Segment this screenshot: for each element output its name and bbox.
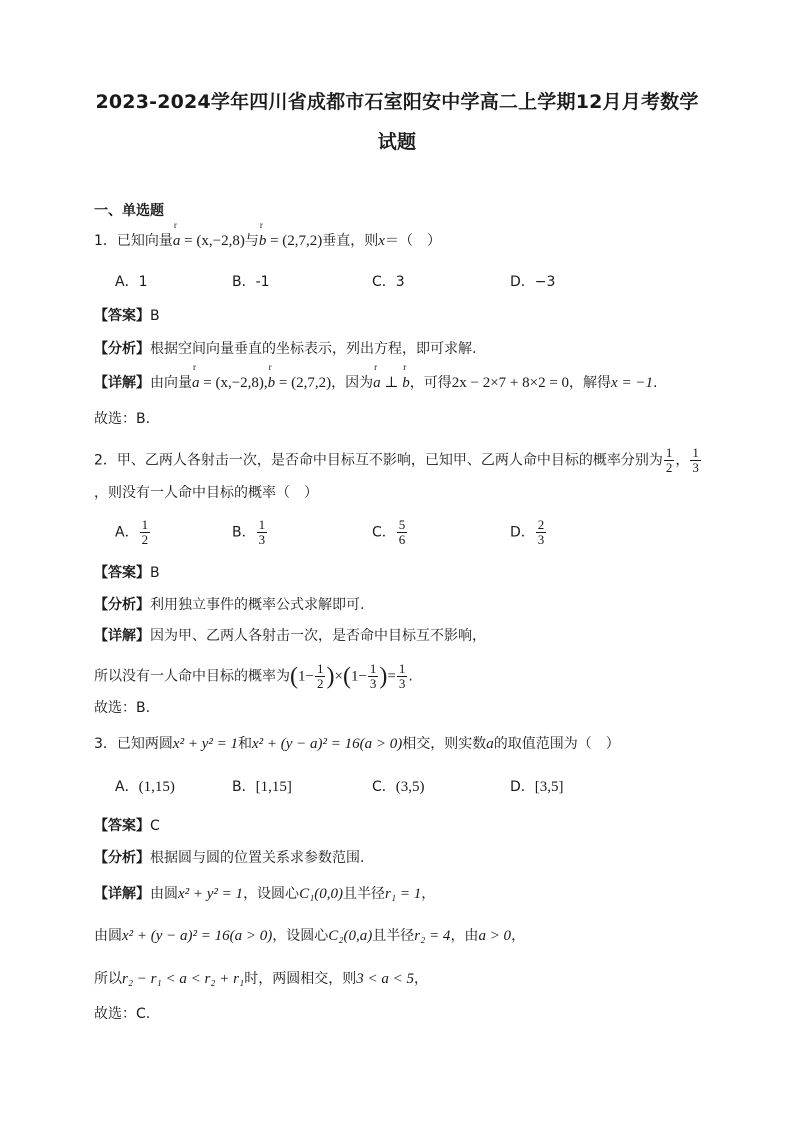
q2-option-d: D． $\frac{2}{3}$ [510, 517, 545, 547]
q3-option-d: D．[3,5] [510, 779, 564, 795]
q3-answer: 【答案】C [94, 818, 160, 834]
q2-option-b: B． $\frac{1}{3}$ [232, 517, 266, 547]
q1-detail: 【详解】由向量 r a = (x,−2,8), r b = (2,7,2)，因为 r a ⊥ r b，可得2x − 2×7 + 8×2 = 0，解得x = −1. [94, 362, 658, 391]
q1-option-c: C．3 [372, 274, 405, 290]
q1-option-d: D．−3 [510, 274, 556, 290]
q3-option-b: B．[1,15] [232, 779, 292, 795]
q1-analysis: 【分析】根据空间向量垂直的坐标表示，列出方程，即可求解. [94, 341, 477, 357]
q2-detail-line1: 【详解】因为甲、乙两人各射击一次，是否命中目标互不影响， [94, 628, 486, 644]
q1-choose: 故选：B. [94, 411, 151, 427]
q2-choose: 故选：B. [94, 700, 151, 716]
q3-detail-line2: 由圆x² + (y − a)² = 16(a > 0)，设圆心C₂(0,a)且半径r₂ = 4，由a > 0， [94, 928, 526, 944]
q3-stem: 3．已知两圆x² + y² = 1和x² + (y − a)² = 16(a > 0)相交，则实数a的取值范围为（ ） [94, 736, 620, 752]
q3-choose: 故选：C. [94, 1006, 151, 1022]
section-heading: 一、单选题 [94, 203, 164, 219]
doc-title-line1: 2023-2024学年四川省成都市石室阳安中学高二上学期12月月考数学 [95, 91, 699, 113]
q2-answer: 【答案】B [94, 565, 160, 581]
q2-stem-line2: ，则没有一人命中目标的概率（ ） [94, 485, 318, 501]
doc-title-line2: 试题 [377, 131, 417, 153]
q3-detail-line1: 【详解】由圆x² + y² = 1，设圆心C₁(0,0)且半径r₁ = 1， [94, 886, 436, 902]
q1-option-a: A．1 [115, 274, 148, 290]
q3-detail-line3: 所以r₂ − r₁ < a < r₂ + r₁时，两圆相交，则3 < a < 5， [94, 971, 428, 987]
q1-option-b: B．-1 [232, 274, 270, 290]
q3-option-a: A．(1,15) [115, 779, 175, 795]
q2-detail-line2: 所以没有一人命中目标的概率为(1− $\frac{1}{2}$ )×(1− $\frac{1}{3}$ )= $\frac{1}{3}$ . [94, 661, 413, 691]
q2-analysis: 【分析】利用独立事件的概率公式求解即可. [94, 597, 365, 613]
q3-analysis: 【分析】根据圆与圆的位置关系求参数范围. [94, 850, 365, 866]
q3-option-c: C．(3,5) [372, 779, 425, 795]
q2-option-c: C． $\frac{5}{6}$ [372, 517, 406, 547]
q1-stem: 1．已知向量 r a = (x,−2,8)与 r b = (2,7,2)垂直，则x＝（ ） [94, 220, 441, 249]
q2-frac-1-2: $\frac{1}{2}$ [665, 445, 673, 475]
q2-stem: 2．甲、乙两人各射击一次，是否命中目标互不影响，已知甲、乙两人命中目标的概率分别为 $\frac{1}{2}$ ， $\frac{1}{3}$ [94, 445, 699, 475]
q1-answer: 【答案】B [94, 308, 160, 324]
q2-option-a: A． $\frac{1}{2}$ [115, 517, 149, 547]
q2-frac-1-3: $\frac{1}{3}$ [692, 445, 699, 475]
